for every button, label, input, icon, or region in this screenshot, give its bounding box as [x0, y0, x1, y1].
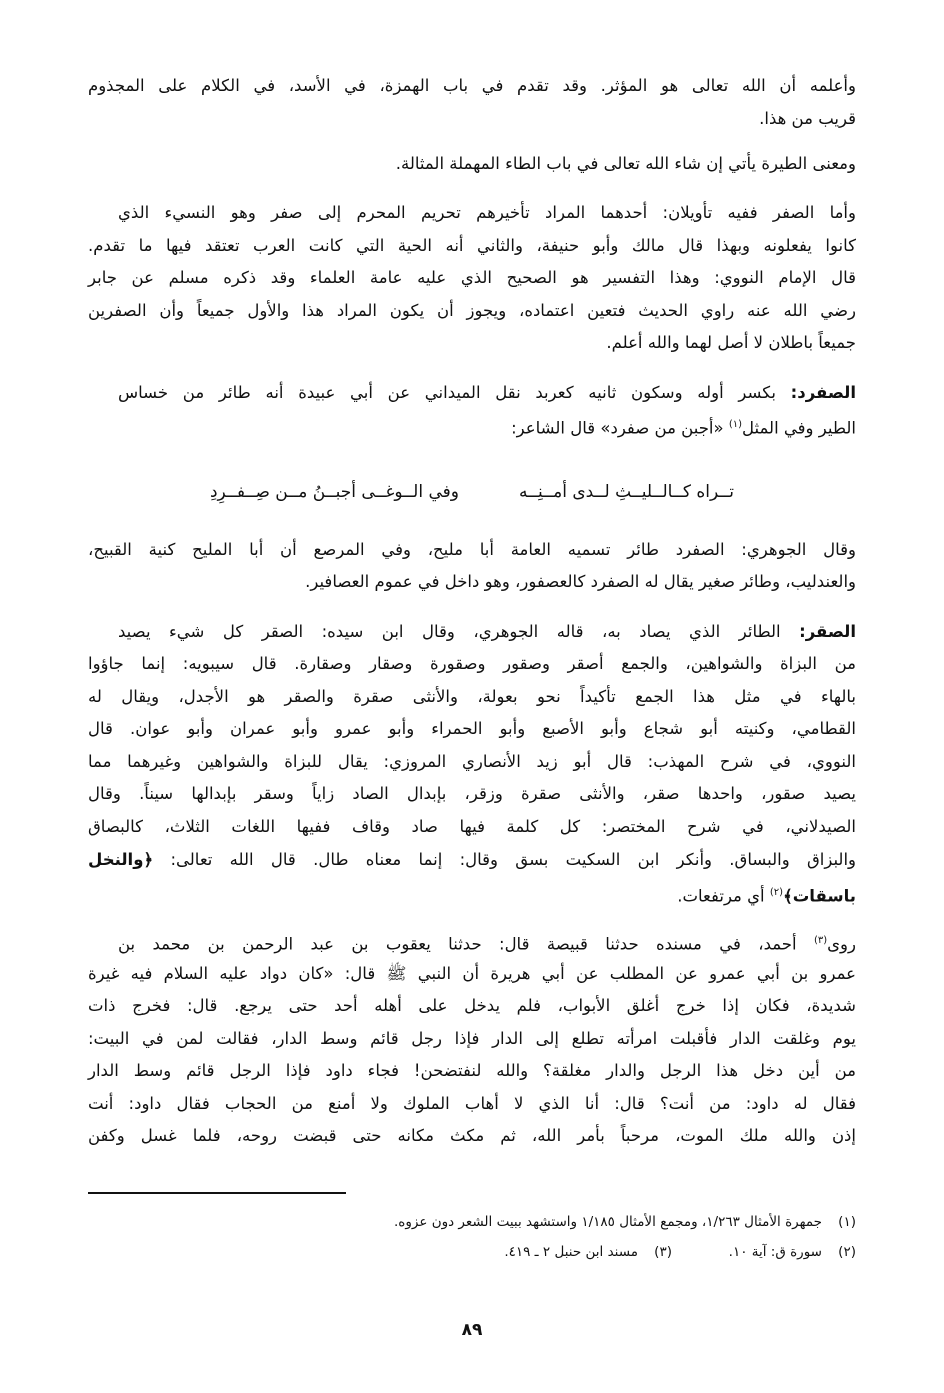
text-line: وقال الجوهري: الصفرد طائر تسميه العامة أبا مليح، وفي المرصع أن أبا المليح كنية القبيح، [88, 540, 856, 559]
page-number: ٨٩ [461, 1320, 483, 1340]
text-line: قال الإمام النووي: وهذا التفسير هو الصحيح الذي عليه عامة العلماء وقد ذكره مسلم عن جابر [88, 268, 856, 287]
text-line: من البزاة والشواهين، والجمع أصقر وصقور وصقورة وصقار وصقارة. قال سيبويه: إنما جاؤوا [88, 654, 856, 673]
text-line: شديدة، فكان إذا خرج أغلق الأبواب، فلم يدخل على أهله أحد حتى يرجع. قال: فخرج ذات [88, 996, 856, 1015]
text-span: بكسر أوله وسكون ثانيه كعربد نقل الميداني عن أبي عبيدة أنه طائر من خساس [118, 383, 776, 402]
footnote-divider [88, 1192, 346, 1194]
text-line: وأما الصفر ففيه تأويلان: أحدهما المراد تأخيرهم تحريم المحرم إلى صفر وهو النسيء الذي [118, 203, 856, 222]
footnote [88, 1210, 856, 1234]
text-span: الطير وفي المثل [742, 418, 856, 438]
poetry-verse [88, 475, 856, 509]
footnote-number: (٢) [838, 1244, 856, 1260]
text-line: فقال له داود: من أنت؟ قال: أنا الذي لا أهاب الملوك ولا أمنع من الحجاب فقال داود: أنت [88, 1094, 856, 1113]
footnote-text: جمهرة الأمثال ١/٢٦٣، ومجمع الأمثال ١/١٨٥ واستشهد ببيت الشعر دون عزوه. [394, 1214, 822, 1230]
text-span: روى [827, 934, 856, 954]
entry-heading-sifrid: الصفرد: [790, 383, 856, 402]
text-line [88, 844, 856, 876]
text-span: «أجبن من صفرد» قال الشاعر: [511, 418, 724, 438]
text-line [118, 616, 856, 648]
text-line: وأعلمه أن الله تعالى هو المؤثر. وقد تقدم في باب الهمزة، في الأسد، في الكلام على المجذوم [88, 76, 856, 95]
footnote-number: (٣) [654, 1244, 672, 1260]
quran-quote-end: باسقات﴾ [783, 886, 856, 906]
text-line: بالهاء في مثل هذا الجمع تأكيداً نحو بعولة، والأنثى صقرة والصقر هو الأجدل، ويقال له [88, 687, 856, 706]
footnote-number: (١) [838, 1214, 856, 1230]
text-line: ومعنى الطيرة يأتي إن شاء الله تعالى في باب الطاء المهملة المثالة. [395, 154, 856, 173]
quran-quote: ﴿والنخل [88, 850, 154, 869]
text-line: عمرو بن أبي عمرو عن المطلب عن أبي هريرة أن النبي ﷺ قال: «كان دواد عليه السلام فيه غيرة [88, 964, 856, 983]
text-span: أحمد، في مسنده حدثنا قبيصة قال: حدثنا يعقوب بن عبد الرحمن بن محمد بن [118, 934, 797, 954]
text-line: من أين دخل هذا الرجل والدار مغلقة؟ والله لنفتضحن! فجاء داود فإذا الرجل قائم وسط الدار [88, 1061, 856, 1080]
text-line [88, 877, 856, 909]
footnote-ref: (٢) [769, 887, 784, 898]
verse-hemistich-1: تــراه كــالــليــثِ لــدى أمــنِــه [518, 482, 735, 502]
text-span: أي مرتفعات. [677, 886, 765, 906]
text-span: والبزاق والبساق. وأنكر ابن السكيت بسق وقال: إنما معناه طال. قال الله تعالى: [170, 850, 857, 869]
footnote-ref: (٣) [813, 935, 828, 946]
text-line [118, 377, 856, 409]
footnote [88, 1240, 856, 1264]
text-line: كانوا يفعلونه وبهذا قال مالك وأبو حنيفة، والثاني أنه الحية التي كانت العرب تعتقد فيها ما تقدم. [88, 236, 856, 255]
verse-hemistich-2: وفي الــوغــى أجبــنُ مــن صِــفــرِدِ [209, 482, 459, 502]
text-line: رضي الله عنه راوي الحديث فتعين اعتماده، ويجوز أن يكون المراد هذا والأول جميعاً وأن الصفرين [88, 301, 856, 320]
footnote-ref: (١) [728, 419, 743, 430]
text-span: الطائر الذي يصاد به، قاله الجوهري، وقال ابن سيده: الصقر كل شيء يصيد [118, 622, 781, 641]
footnote-text: مسند ابن حنبل ٢ ـ ٤١٩. [504, 1244, 638, 1260]
text-line: يصيد صقور، واحدها صقر، والأنثى صقرة وزقر، بإبدال الصاد زاياً وسقر بإبدالها سيناً. وقال [88, 784, 856, 803]
footnote-text: سورة ق: آية ١٠. [728, 1244, 822, 1260]
text-line: الصيدلاني، في شرح المختصر: كل كلمة فيها صاد وقاف ففيها اللغات الثلاث، كالبصاق [88, 817, 856, 836]
text-line [88, 409, 856, 441]
text-line: إذن والله ملك الموت، مرحباً بأمر الله، ثم مكث مكانه حتى قبضت روحه، فلما غسل وكفن [88, 1126, 856, 1145]
text-line: جميعاً باطلان لا أصل لهما والله أعلم. [606, 333, 856, 352]
text-line: والعندليب، وطائر صغير يقال له الصفرد كالعصفور، وهو داخل في عموم العصافير. [305, 572, 856, 591]
text-line: القطامي، وكنيته أبو شجاع وأبو الأصبع وأبو الحمراء وأبو عمرو وأبو عمران وأبو عوان. قال [88, 719, 856, 738]
entry-heading-saqr: الصقر: [799, 622, 856, 641]
text-line: يوم وغلقت الدار فأقبلت امرأته تطلع إلى الدار فإذا رجل قائم وسط الدار، فقالت لمن في البيت: [88, 1029, 856, 1048]
text-line: قريب من هذا. [759, 109, 856, 128]
text-line [118, 925, 856, 957]
text-line: النووي، في شرح المهذب: قال أبو زيد الأنصاري المروزي: يقال للبزاة والشواهين وغيرهما مما [88, 752, 856, 771]
